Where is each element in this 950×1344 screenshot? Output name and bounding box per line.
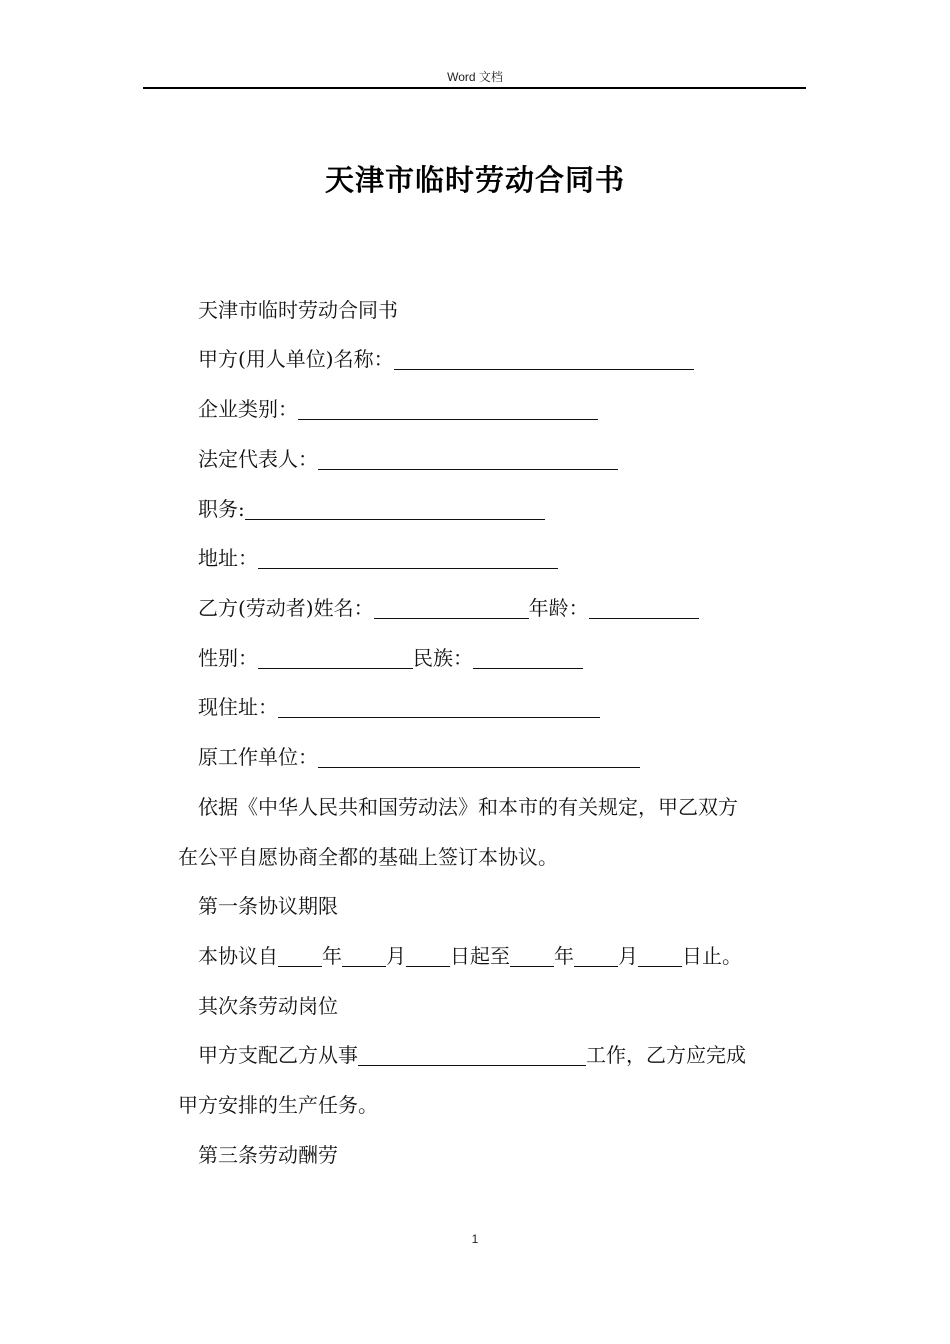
party-b-name-label: 乙方(劳动者)姓名： [198, 596, 374, 620]
term-from-suffix: 日起至 [450, 944, 510, 968]
former-employer-blank[interactable] [318, 747, 640, 768]
legal-rep-blank[interactable] [318, 449, 618, 470]
legal-rep-label: 法定代表人： [198, 447, 318, 471]
enterprise-type-label: 企业类别： [198, 397, 298, 421]
assign-row [198, 1042, 746, 1068]
gender-blank[interactable] [258, 648, 413, 669]
party-a-name-row [198, 346, 694, 372]
party-a-name-blank[interactable] [394, 349, 694, 370]
assign-line-2: 甲方安排的生产任务。 [178, 1093, 378, 1117]
gender-row [198, 645, 583, 671]
article-2-heading: 其次条劳动岗位 [198, 994, 338, 1018]
position-row [198, 496, 545, 522]
party-a-name-label: 甲方(用人单位)名称： [198, 347, 394, 371]
article-3-heading: 第三条劳动酬劳 [198, 1143, 338, 1167]
end-year-blank[interactable] [510, 946, 554, 967]
basis-line-1: 依据《中华人民共和国劳动法》和本市的有关规定，甲乙双方 [198, 795, 738, 819]
start-month-unit: 月 [386, 944, 406, 968]
start-year-unit: 年 [322, 944, 342, 968]
job-blank[interactable] [358, 1045, 586, 1066]
enterprise-type-row [198, 396, 598, 422]
ethnicity-label: 民族： [413, 646, 473, 670]
end-month-blank[interactable] [574, 946, 618, 967]
page-header: Word 文档 [447, 70, 503, 84]
party-b-row [198, 595, 699, 621]
former-employer-label: 原工作单位： [198, 745, 318, 769]
start-year-blank[interactable] [278, 946, 322, 967]
term-prefix: 本协议自 [198, 944, 278, 968]
address-blank[interactable] [258, 548, 558, 569]
gender-label: 性别： [198, 646, 258, 670]
subtitle: 天津市临时劳动合同书 [198, 298, 398, 322]
term-end-suffix: 日止。 [682, 944, 742, 968]
end-month-unit: 月 [618, 944, 638, 968]
ethnicity-blank[interactable] [473, 648, 583, 669]
article-1-heading: 第一条协议期限 [198, 894, 338, 918]
current-address-blank[interactable] [278, 697, 600, 718]
page-number: 1 [471, 1232, 479, 1246]
end-year-unit: 年 [554, 944, 574, 968]
current-address-row [198, 694, 600, 720]
assign-suffix: 工作，乙方应完成 [586, 1043, 746, 1067]
party-b-name-blank[interactable] [374, 598, 529, 619]
address-label: 地址： [198, 546, 258, 570]
current-address-label: 现住址： [198, 695, 278, 719]
former-employer-row [198, 744, 640, 770]
basis-line-2: 在公平自愿协商全都的基础上签订本协议。 [178, 845, 558, 869]
assign-prefix: 甲方支配乙方从事 [198, 1043, 358, 1067]
position-label: 职务: [198, 497, 245, 521]
address-row [198, 545, 558, 571]
position-blank[interactable] [245, 499, 545, 520]
age-blank[interactable] [589, 598, 699, 619]
enterprise-type-blank[interactable] [298, 399, 598, 420]
header-divider [143, 87, 806, 89]
end-day-blank[interactable] [638, 946, 682, 967]
legal-rep-row [198, 446, 618, 472]
start-day-blank[interactable] [406, 946, 450, 967]
start-month-blank[interactable] [342, 946, 386, 967]
term-row [198, 943, 742, 969]
age-label: 年龄： [528, 596, 589, 620]
document-title: 天津市临时劳动合同书 [324, 163, 625, 197]
